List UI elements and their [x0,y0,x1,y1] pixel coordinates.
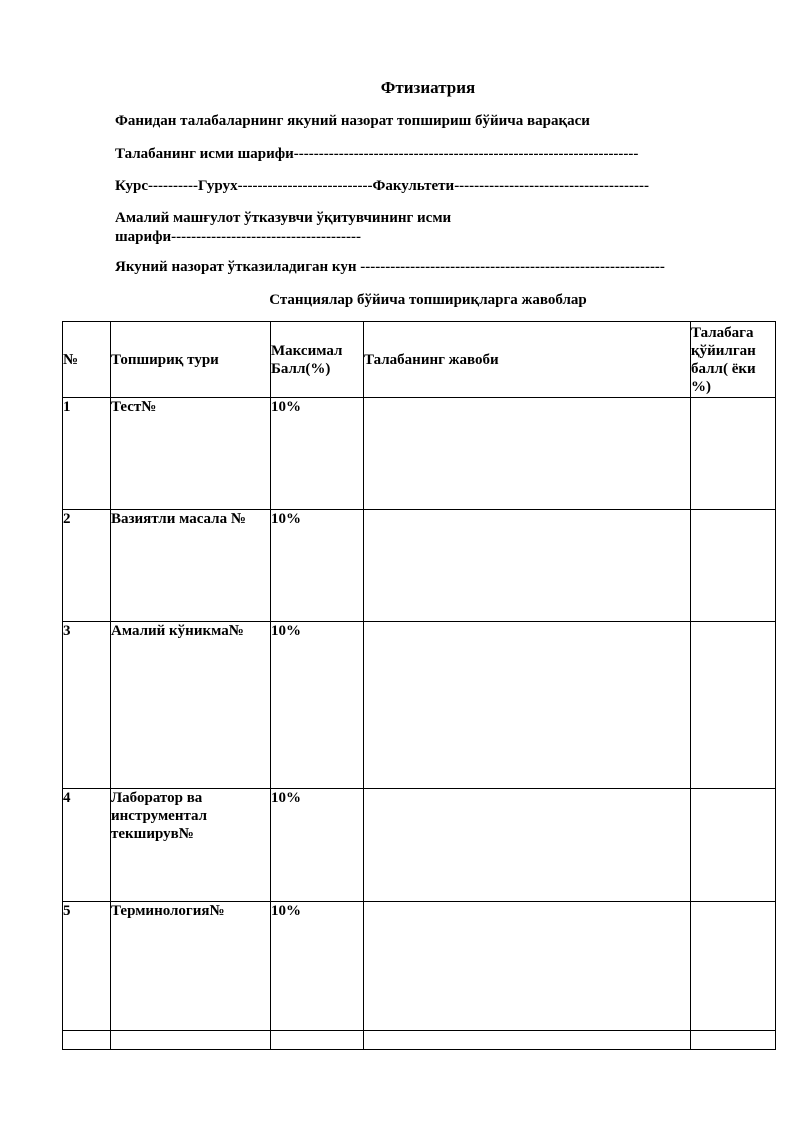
table-row [63,902,776,1031]
student-answer-cell[interactable] [364,398,691,510]
sheet-heading: Фанидан талабаларнинг якуний назорат топшириш бўйича варақаси [115,113,590,129]
table-row [63,622,776,789]
row-number: 3 [63,622,111,789]
header-given-score: Талабага қўйилган балл( ёки %) [691,322,776,398]
header-number: № [63,322,111,398]
task-type: Тест№ [111,398,271,510]
empty-cell[interactable] [364,1031,691,1050]
max-score: 10% [271,902,364,1031]
header-task-type: Топшириқ тури [111,322,271,398]
empty-cell[interactable] [63,1031,111,1050]
row-number: 2 [63,510,111,622]
task-type: Лаборатор ва инструментал текширув№ [111,789,271,902]
max-score: 10% [271,510,364,622]
max-score: 10% [271,622,364,789]
empty-table-row [63,1031,776,1050]
answers-table [62,321,776,1050]
table-row [63,789,776,902]
row-number: 4 [63,789,111,902]
exam-date-field: Якуний назорат ўтказиладиган кун ------------------------------------------------------------- [115,259,665,275]
max-score: 10% [271,789,364,902]
given-score-cell[interactable] [691,510,776,622]
student-answer-cell[interactable] [364,622,691,789]
task-type: Терминология№ [111,902,271,1031]
table-header-row [63,322,776,398]
teacher-name-field: Амалий машғулот ўтказувчи ўқитувчининг исми шарифи-------------------------------------- [115,210,452,245]
given-score-cell[interactable] [691,789,776,902]
student-name-field: Талабанинг исми шарифи--------------------------------------------------------------------- [115,146,639,162]
empty-cell[interactable] [111,1031,271,1050]
table-row [63,398,776,510]
table-row [63,510,776,622]
course-group-faculty-field: Курс----------Гурух---------------------------Факультети--------------------------------------- [115,178,650,194]
student-answer-cell[interactable] [364,902,691,1031]
max-score: 10% [271,398,364,510]
task-type: Амалий кўникма№ [111,622,271,789]
table-caption: Станциялар бўйича топшириқларга жавоблар [269,292,587,308]
header-student-answer: Талабанинг жавоби [364,322,691,398]
given-score-cell[interactable] [691,622,776,789]
empty-cell[interactable] [691,1031,776,1050]
document-title: Фтизиатрия [380,78,476,97]
student-answer-cell[interactable] [364,510,691,622]
given-score-cell[interactable] [691,398,776,510]
task-type: Вазиятли масала № [111,510,271,622]
row-number: 1 [63,398,111,510]
given-score-cell[interactable] [691,902,776,1031]
header-max-score: Максимал Балл(%) [271,322,364,398]
row-number: 5 [63,902,111,1031]
empty-cell[interactable] [271,1031,364,1050]
student-answer-cell[interactable] [364,789,691,902]
